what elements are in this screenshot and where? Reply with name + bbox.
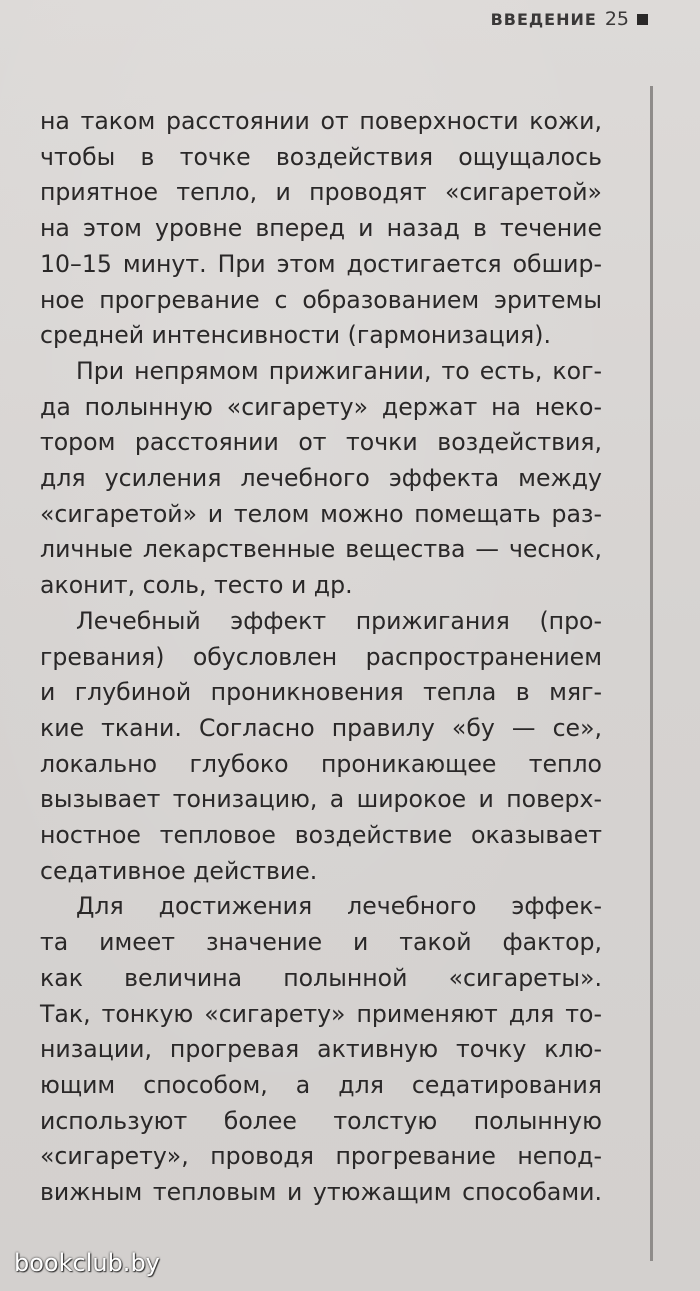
text-line: вызывает тонизацию, а широкое и поверх- [40,785,602,814]
text-line: да полынную «сигарету» держат на неко- [40,392,602,421]
text-line: «сигарету», проводя прогревание непод- [40,1142,602,1171]
section-title: ВВЕДЕНИЕ [490,9,597,29]
watermark: bookclub.by [14,1249,160,1277]
text-line: локально глубоко проникающее тепло [40,749,602,778]
text-line: При непрямом прижигании, то есть, ког- [76,356,602,385]
margin-rule [650,86,653,1261]
text-line: та имеет значение и такой фактор, [40,928,602,957]
text-line: Так, тонкую «сигарету» применяют для то- [40,999,602,1028]
text-line: гревания) обусловлен распространением [40,642,602,671]
text-line: личные лекарственные вещества — чеснок, [40,535,602,564]
text-line: кие ткани. Согласно правилу «бу — се», [40,713,602,742]
page-number: 25 [604,8,629,30]
text-line: и глубиной проникновения тепла в мяг- [40,678,602,707]
running-header [491,6,648,32]
text-line: седативное действие. [40,856,318,885]
text-line: вижным тепловым и утюжащим способами. [40,1178,602,1207]
text-line: низации, прогревая активную точку клю- [40,1035,602,1064]
body-text [40,104,602,1211]
text-line: 10–15 минут. При этом достигается обшир- [40,249,602,278]
square-marker-icon [637,14,648,25]
text-line: средней интенсивности (гармонизация). [40,321,551,350]
text-line: Для достижения лечебного эффек- [76,892,602,921]
text-line: как величина полынной «сигареты». [40,963,602,992]
text-line: «сигаретой» и телом можно помещать раз- [40,499,602,528]
text-line: приятное тепло, и проводят «сигаретой» [40,178,602,207]
text-line: для усиления лечебного эффекта между [40,464,602,493]
text-line: используют более толстую полынную [40,1106,602,1135]
text-line: ющим способом, а для седатирования [40,1070,602,1099]
text-line: на этом уровне вперед и назад в течение [40,214,602,243]
text-line: тором расстоянии от точки воздействия, [40,428,602,457]
text-line: на таком расстоянии от поверхности кожи, [40,107,602,135]
text-line: ностное тепловое воздействие оказывает [40,821,602,850]
text-line: Лечебный эффект прижигания (про- [76,606,602,635]
text-line: ное прогревание с образованием эритемы [40,285,602,314]
text-line: чтобы в точке воздействия ощущалось [40,142,602,171]
text-line: аконит, соль, тесто и др. [40,571,353,600]
